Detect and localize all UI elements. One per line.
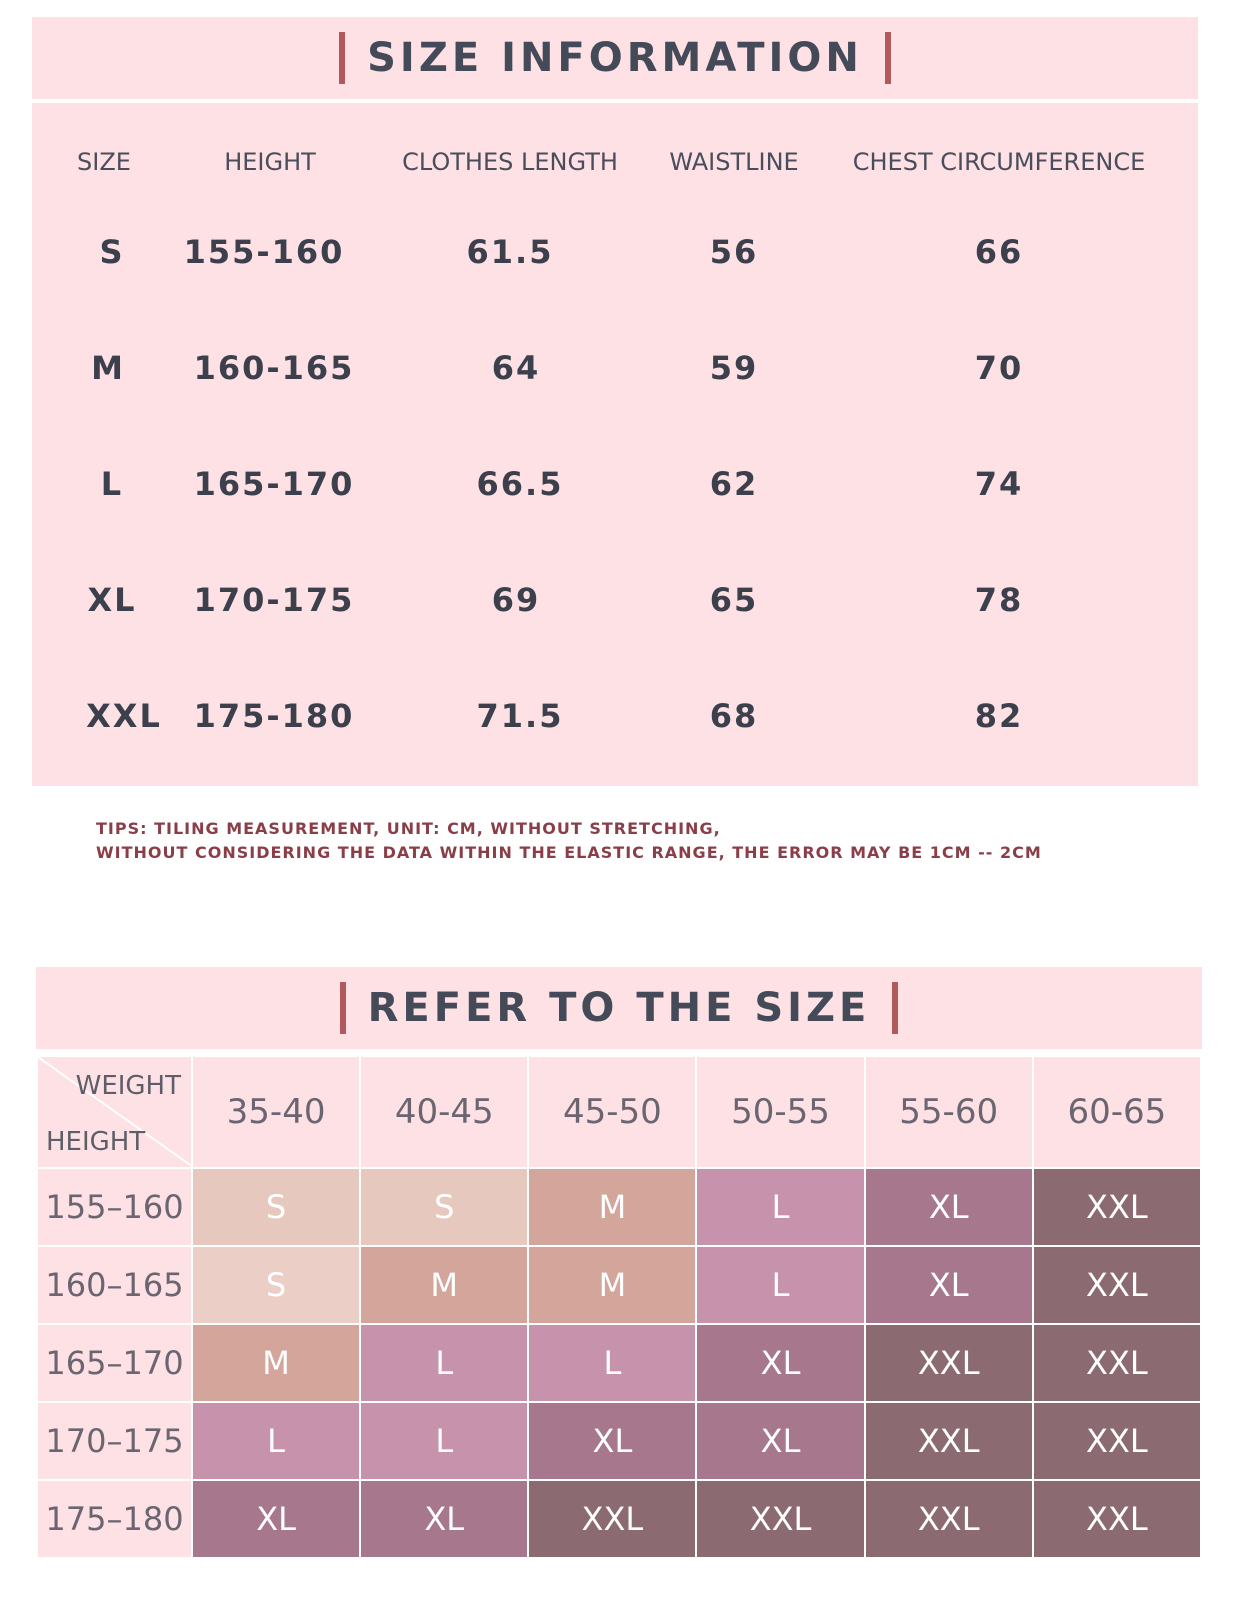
size-row-0-size: S	[99, 233, 125, 271]
table-row	[37, 1402, 1201, 1480]
corner-height-label: HEIGHT	[46, 1127, 146, 1157]
size-cell: XXL	[1033, 1402, 1201, 1480]
header-clothes-length: CLOTHES LENGTH	[402, 148, 618, 176]
size-row-2-waistline: 62	[709, 465, 759, 503]
size-row-3-size: XL	[87, 581, 137, 619]
size-row-2-clothes-length: 66.5	[476, 465, 564, 503]
tips-line-1: TIPS: TILING MEASUREMENT, UNIT: CM, WITHOUT STRETCHING,	[96, 819, 721, 838]
size-row-4-size: XXL	[86, 697, 162, 735]
size-cell: XXL	[1033, 1480, 1201, 1558]
size-cell: XXL	[865, 1324, 1033, 1402]
size-row-4-height: 175-180	[193, 697, 355, 735]
weight-header-4: 55-60	[865, 1056, 1033, 1168]
weight-header-0: 35-40	[192, 1056, 360, 1168]
size-cell: S	[192, 1168, 360, 1246]
size-row-4-waistline: 68	[709, 697, 759, 735]
size-cell: S	[360, 1168, 528, 1246]
measurement-tips	[96, 817, 1042, 865]
table-row	[37, 1480, 1201, 1558]
height-label-4: 175–180	[37, 1480, 192, 1558]
size-cell: M	[528, 1168, 696, 1246]
size-cell: M	[192, 1324, 360, 1402]
size-cell: L	[696, 1246, 864, 1324]
size-cell: L	[360, 1324, 528, 1402]
size-information-table	[32, 103, 1198, 786]
size-cell: XXL	[865, 1402, 1033, 1480]
size-cell: XXL	[1033, 1324, 1201, 1402]
size-row-1-height: 160-165	[193, 349, 355, 387]
size-row-3-chest-circumference: 78	[974, 581, 1024, 619]
weight-header-row	[37, 1056, 1201, 1168]
size-cell: XXL	[528, 1480, 696, 1558]
size-row-2-size: L	[100, 465, 124, 503]
size-cell: XXL	[696, 1480, 864, 1558]
size-cell: M	[360, 1246, 528, 1324]
table-row	[37, 1246, 1201, 1324]
height-label-1: 160–165	[37, 1246, 192, 1324]
size-row-3-waistline: 65	[709, 581, 759, 619]
size-recommendation-grid	[36, 1055, 1202, 1559]
size-cell: L	[696, 1168, 864, 1246]
height-label-0: 155–160	[37, 1168, 192, 1246]
size-cell: XL	[696, 1402, 864, 1480]
size-cell: XL	[360, 1480, 528, 1558]
weight-header-5: 60-65	[1033, 1056, 1201, 1168]
weight-header-3: 50-55	[696, 1056, 864, 1168]
refer-size-title-bar	[36, 967, 1202, 1049]
size-row-0-height: 155-160	[183, 233, 345, 271]
table-row	[37, 1324, 1201, 1402]
size-row-2-height: 165-170	[193, 465, 355, 503]
header-chest-circumference: CHEST CIRCUMFERENCE	[852, 148, 1146, 176]
size-cell: S	[192, 1246, 360, 1324]
title-divider-right	[892, 982, 898, 1034]
size-cell: XXL	[1033, 1246, 1201, 1324]
header-waistline: WAISTLINE	[669, 148, 799, 176]
size-row-1-clothes-length: 64	[491, 349, 541, 387]
size-row-0-clothes-length: 61.5	[466, 233, 554, 271]
tips-line-2: WITHOUT CONSIDERING THE DATA WITHIN THE ELASTIC RANGE, THE ERROR MAY BE 1CM -- 2CM	[96, 843, 1042, 862]
weight-header-2: 45-50	[528, 1056, 696, 1168]
size-cell: XXL	[865, 1480, 1033, 1558]
size-cell: M	[528, 1246, 696, 1324]
header-size: SIZE	[77, 148, 131, 176]
size-cell: XL	[192, 1480, 360, 1558]
corner-weight-label: WEIGHT	[75, 1071, 181, 1101]
size-row-4-chest-circumference: 82	[974, 697, 1024, 735]
title-divider-right	[885, 32, 891, 84]
height-label-3: 170–175	[37, 1402, 192, 1480]
size-row-2-chest-circumference: 74	[974, 465, 1024, 503]
title-divider-left	[340, 982, 346, 1034]
size-row-1-waistline: 59	[709, 349, 759, 387]
title-divider-left	[339, 32, 345, 84]
size-row-0-chest-circumference: 66	[974, 233, 1024, 271]
size-cell: XL	[865, 1246, 1033, 1324]
weight-header-1: 40-45	[360, 1056, 528, 1168]
size-row-0-waistline: 56	[709, 233, 759, 271]
size-cell: L	[528, 1324, 696, 1402]
height-label-2: 165–170	[37, 1324, 192, 1402]
size-information-title: SIZE INFORMATION	[367, 35, 863, 81]
size-cell: L	[192, 1402, 360, 1480]
size-row-3-height: 170-175	[193, 581, 355, 619]
size-row-1-chest-circumference: 70	[974, 349, 1024, 387]
size-information-title-bar	[32, 17, 1198, 99]
size-cell: XL	[696, 1324, 864, 1402]
size-cell: XXL	[1033, 1168, 1201, 1246]
corner-cell	[37, 1056, 192, 1168]
size-cell: XL	[528, 1402, 696, 1480]
size-cell: L	[360, 1402, 528, 1480]
size-row-1-size: M	[91, 349, 125, 387]
table-row	[37, 1168, 1201, 1246]
size-cell: XL	[865, 1168, 1033, 1246]
header-height: HEIGHT	[224, 148, 316, 176]
size-row-4-clothes-length: 71.5	[476, 697, 564, 735]
size-row-3-clothes-length: 69	[491, 581, 541, 619]
refer-size-title: REFER TO THE SIZE	[367, 985, 871, 1031]
